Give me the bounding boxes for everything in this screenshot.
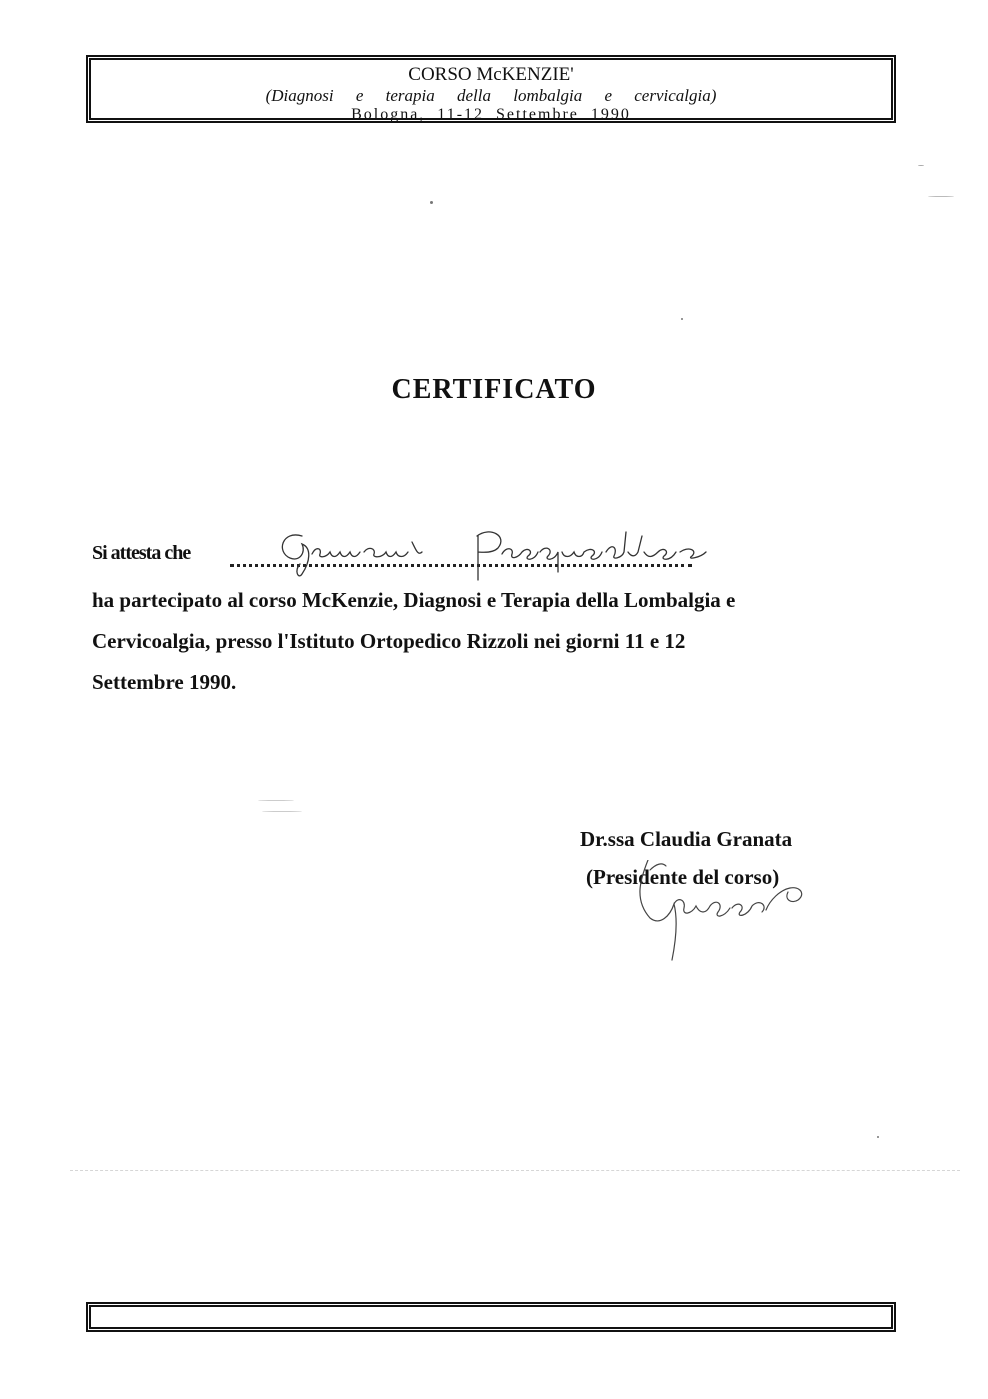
scan-speck bbox=[918, 165, 924, 166]
signatory-role: (Presidente del corso) bbox=[586, 865, 780, 889]
scan-speck bbox=[430, 201, 433, 204]
signatory-name: Dr.ssa Claudia Granata bbox=[580, 827, 793, 851]
faint-scan-line bbox=[70, 1170, 960, 1171]
certificate-body bbox=[92, 580, 912, 703]
attest-label: Si attesta che bbox=[92, 542, 191, 564]
header-box bbox=[86, 55, 896, 123]
body-line-2: Cervicoalgia, presso l'Istituto Ortopedico Rizzoli nei giorni 11 e 12 bbox=[92, 629, 686, 653]
body-line-3: Settembre 1990. bbox=[92, 670, 237, 694]
course-place-date: Bologna, 11-12 Settembre 1990 bbox=[351, 106, 631, 123]
scan-speck bbox=[928, 196, 954, 197]
course-title: CORSO McKENZIE' bbox=[408, 64, 574, 85]
scan-speck bbox=[681, 318, 683, 320]
president-signature bbox=[620, 860, 840, 970]
scan-speck bbox=[262, 811, 302, 812]
footer-box bbox=[86, 1302, 896, 1332]
body-line-1: ha partecipato al corso McKenzie, Diagnosi e Terapia della Lombalgia e bbox=[92, 588, 736, 612]
course-subtitle: (Diagnosi e terapia della lombalgia e cervicalgia) bbox=[265, 86, 717, 105]
document-title: CERTIFICATO bbox=[391, 374, 597, 405]
handwritten-name-signature bbox=[272, 522, 742, 584]
scan-speck bbox=[877, 1136, 879, 1138]
attest-line bbox=[92, 536, 792, 576]
scan-speck bbox=[258, 800, 294, 801]
